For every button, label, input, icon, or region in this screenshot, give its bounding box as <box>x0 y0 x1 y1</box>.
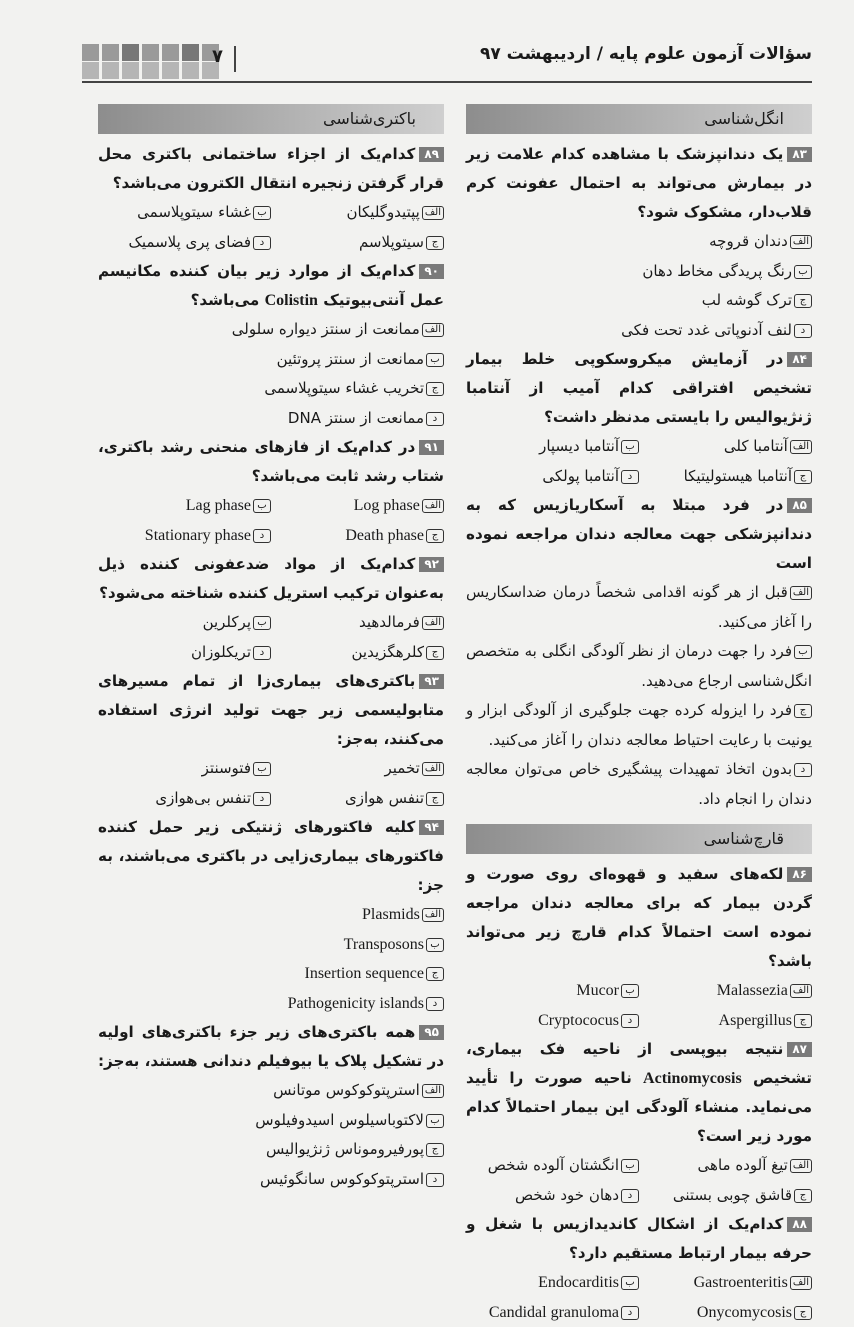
question-92: ۹۲کدام‌یک از مواد ضدعفونی کننده ذیل به‌عنوان ترکیب استریل کننده شناخته می‌شود؟ <box>98 550 444 608</box>
option: جتنفس هوازی <box>271 784 444 814</box>
option: ددهان خود شخص <box>466 1181 639 1211</box>
option: دلنف آدنوپاتی غدد تحت فکی <box>466 316 812 346</box>
question-94: ۹۴کلیه فاکتورهای ژنتیکی زیر حمل کننده فاکتورهای بیماری‌زایی در باکتری می‌باشند، به جز: <box>98 813 444 900</box>
option: بآنتامبا دیسپار <box>466 432 639 462</box>
option: بممانعت از سنتز پروتئین <box>98 345 444 375</box>
option: برنگ پریدگی مخاط دهان <box>466 257 812 287</box>
header-decoration <box>82 44 219 61</box>
question-83: ۸۳یک دندانپزشک با مشاهده کدام علامت زیر در بیمارش می‌تواند به احتمال عفونت کرم قلاب‌دار، مشکوک شود؟ <box>466 140 812 227</box>
option: دCryptococus <box>466 1006 639 1036</box>
option: جDeath phase <box>271 521 444 551</box>
option: جInsertion sequence <box>98 959 444 989</box>
option: دStationary phase <box>98 521 271 551</box>
page-number: ۷ <box>212 46 223 67</box>
option: جکلرهگزیدین <box>271 638 444 668</box>
header-title: سؤالات آزمون علوم پایه / اردیبهشت ۹۷ <box>480 44 812 64</box>
option: دتنفس بی‌هوازی <box>98 784 271 814</box>
option: دتریکلوزان <box>98 638 271 668</box>
option: جترک گوشه لب <box>466 286 812 316</box>
option: بLag phase <box>98 491 271 521</box>
option: جپورفیروموناس ژنژیوالیس <box>98 1135 444 1165</box>
option: الفتیغ آلوده ماهی <box>639 1151 812 1181</box>
option: دفضای پری پلاسمیک <box>98 228 271 258</box>
option: الفGastroenteritis <box>639 1268 812 1298</box>
option: جقاشق چوبی بستنی <box>639 1181 812 1211</box>
option: جفرد را ایزوله کرده جهت جلوگیری از آلودگی ابزار و یونیت با رعایت احتیاط معالجه دندان را آغاز می‌کنید. <box>466 696 812 755</box>
option: دبدون اتخاذ تمهیدات پیشگیری خاص می‌توان معالجه دندان را انجام داد. <box>466 755 812 814</box>
option: جسیتوپلاسم <box>271 228 444 258</box>
option: بغشاء سیتوپلاسمی <box>98 198 271 228</box>
option: جآنتامبا هیستولیتیکا <box>639 462 812 492</box>
option: بTransposons <box>98 930 444 960</box>
option: الفLog phase <box>271 491 444 521</box>
question-95: ۹۵همه باکتری‌های زیر جزء باکتری‌های اولیه در تشکیل پلاک یا بیوفیلم دندانی هستند، به‌جز: <box>98 1018 444 1076</box>
option: بMucor <box>466 976 639 1006</box>
option: الفدندان قروچه <box>466 227 812 257</box>
left-column <box>98 104 444 1194</box>
question-89: ۸۹کدام‌یک از اجزاء ساختمانی باکتری محل قرار گرفتن زنجیره انتقال الکترون می‌باشد؟ <box>98 140 444 198</box>
header-separator <box>234 46 236 72</box>
option: الفPlasmids <box>98 900 444 930</box>
option: الفپپتیدوگلیکان <box>271 198 444 228</box>
question-90: ۹۰کدام‌یک از موارد زیر بیان کننده مکانیسم عمل آنتی‌بیوتیک Colistin می‌باشد؟ <box>98 257 444 315</box>
option: الفتخمیر <box>271 754 444 784</box>
question-86: ۸۶لکه‌های سفید و قهوه‌ای روی صورت و گردن بیمار که برای معالجه دندان مراجعه نموده است احتمالاً کدام قارچ زیر می‌تواند باشد؟ <box>466 860 812 976</box>
option: الفقبل از هر گونه اقدامی شخصاً درمان ضداسکاریس را آغاز می‌کنید. <box>466 578 812 637</box>
option: بEndocarditis <box>466 1268 639 1298</box>
question-88: ۸۸کدام‌یک از اشکال کاندیدازیس با شغل و حرفه بیمار ارتباط مستقیم دارد؟ <box>466 1210 812 1268</box>
question-84: ۸۴در آزمایش میکروسکوپی خلط بیمار تشخیص افتراقی کدام آمیب از آنتامبا ژنژیوالیس را بایستی مدنظر داشت؟ <box>466 345 812 432</box>
option: الفMalassezia <box>639 976 812 1006</box>
option: دCandidal granuloma <box>466 1298 639 1327</box>
option: دPathogenicity islands <box>98 989 444 1019</box>
option: بفتوسنتز <box>98 754 271 784</box>
section-title-mycology: قارچ‌شناسی <box>466 824 812 854</box>
option: دممانعت از سنتز DNA <box>98 404 444 434</box>
header-decoration-lower <box>82 62 219 79</box>
section-title-bacteriology: باکتری‌شناسی <box>98 104 444 134</box>
option: داسترپتوکوکوس سانگوئیس <box>98 1165 444 1195</box>
option: دآنتامبا پولکی <box>466 462 639 492</box>
option: بفرد را جهت درمان از نظر آلودگی انگلی به متخصص انگل‌شناسی ارجاع می‌دهید. <box>466 637 812 696</box>
option: الفاسترپتوکوکوس موتانس <box>98 1076 444 1106</box>
option: الفآنتامبا کلی <box>639 432 812 462</box>
option: جOnycomycosis <box>639 1298 812 1327</box>
option: جتخریب غشاء سیتوپلاسمی <box>98 374 444 404</box>
question-93: ۹۳باکتری‌های بیماری‌زا از تمام مسیرهای متابولیسمی زیر جهت تولید انرژی استفاده می‌کنند، به‌جز: <box>98 667 444 754</box>
right-column <box>466 104 812 1327</box>
header-rule <box>82 81 812 83</box>
question-91: ۹۱در کدام‌یک از فازهای منحنی رشد باکتری، شتاب رشد ثابت می‌باشد؟ <box>98 433 444 491</box>
option: جAspergillus <box>639 1006 812 1036</box>
question-87: ۸۷نتیجه بیوپسی از ناحیه فک بیماری، تشخیص Actinomycosis ناحیه صورت را تأیید می‌نماید. منشاء آلودگی این بیمار احتمالاً کدام مورد زیر است؟ <box>466 1035 812 1151</box>
section-title-parasitology: انگل‌شناسی <box>466 104 812 134</box>
question-85: ۸۵در فرد مبتلا به آسکاریازیس که به دندانپزشکی جهت معالجه دندان مراجعه نموده است <box>466 491 812 578</box>
option: الففرمالدهید <box>271 608 444 638</box>
option: الفممانعت از سنتز دیواره سلولی <box>98 315 444 345</box>
option: بلاکتوباسیلوس اسیدوفیلوس <box>98 1106 444 1136</box>
option: بپرکلرین <box>98 608 271 638</box>
option: بانگشتان آلوده شخص <box>466 1151 639 1181</box>
